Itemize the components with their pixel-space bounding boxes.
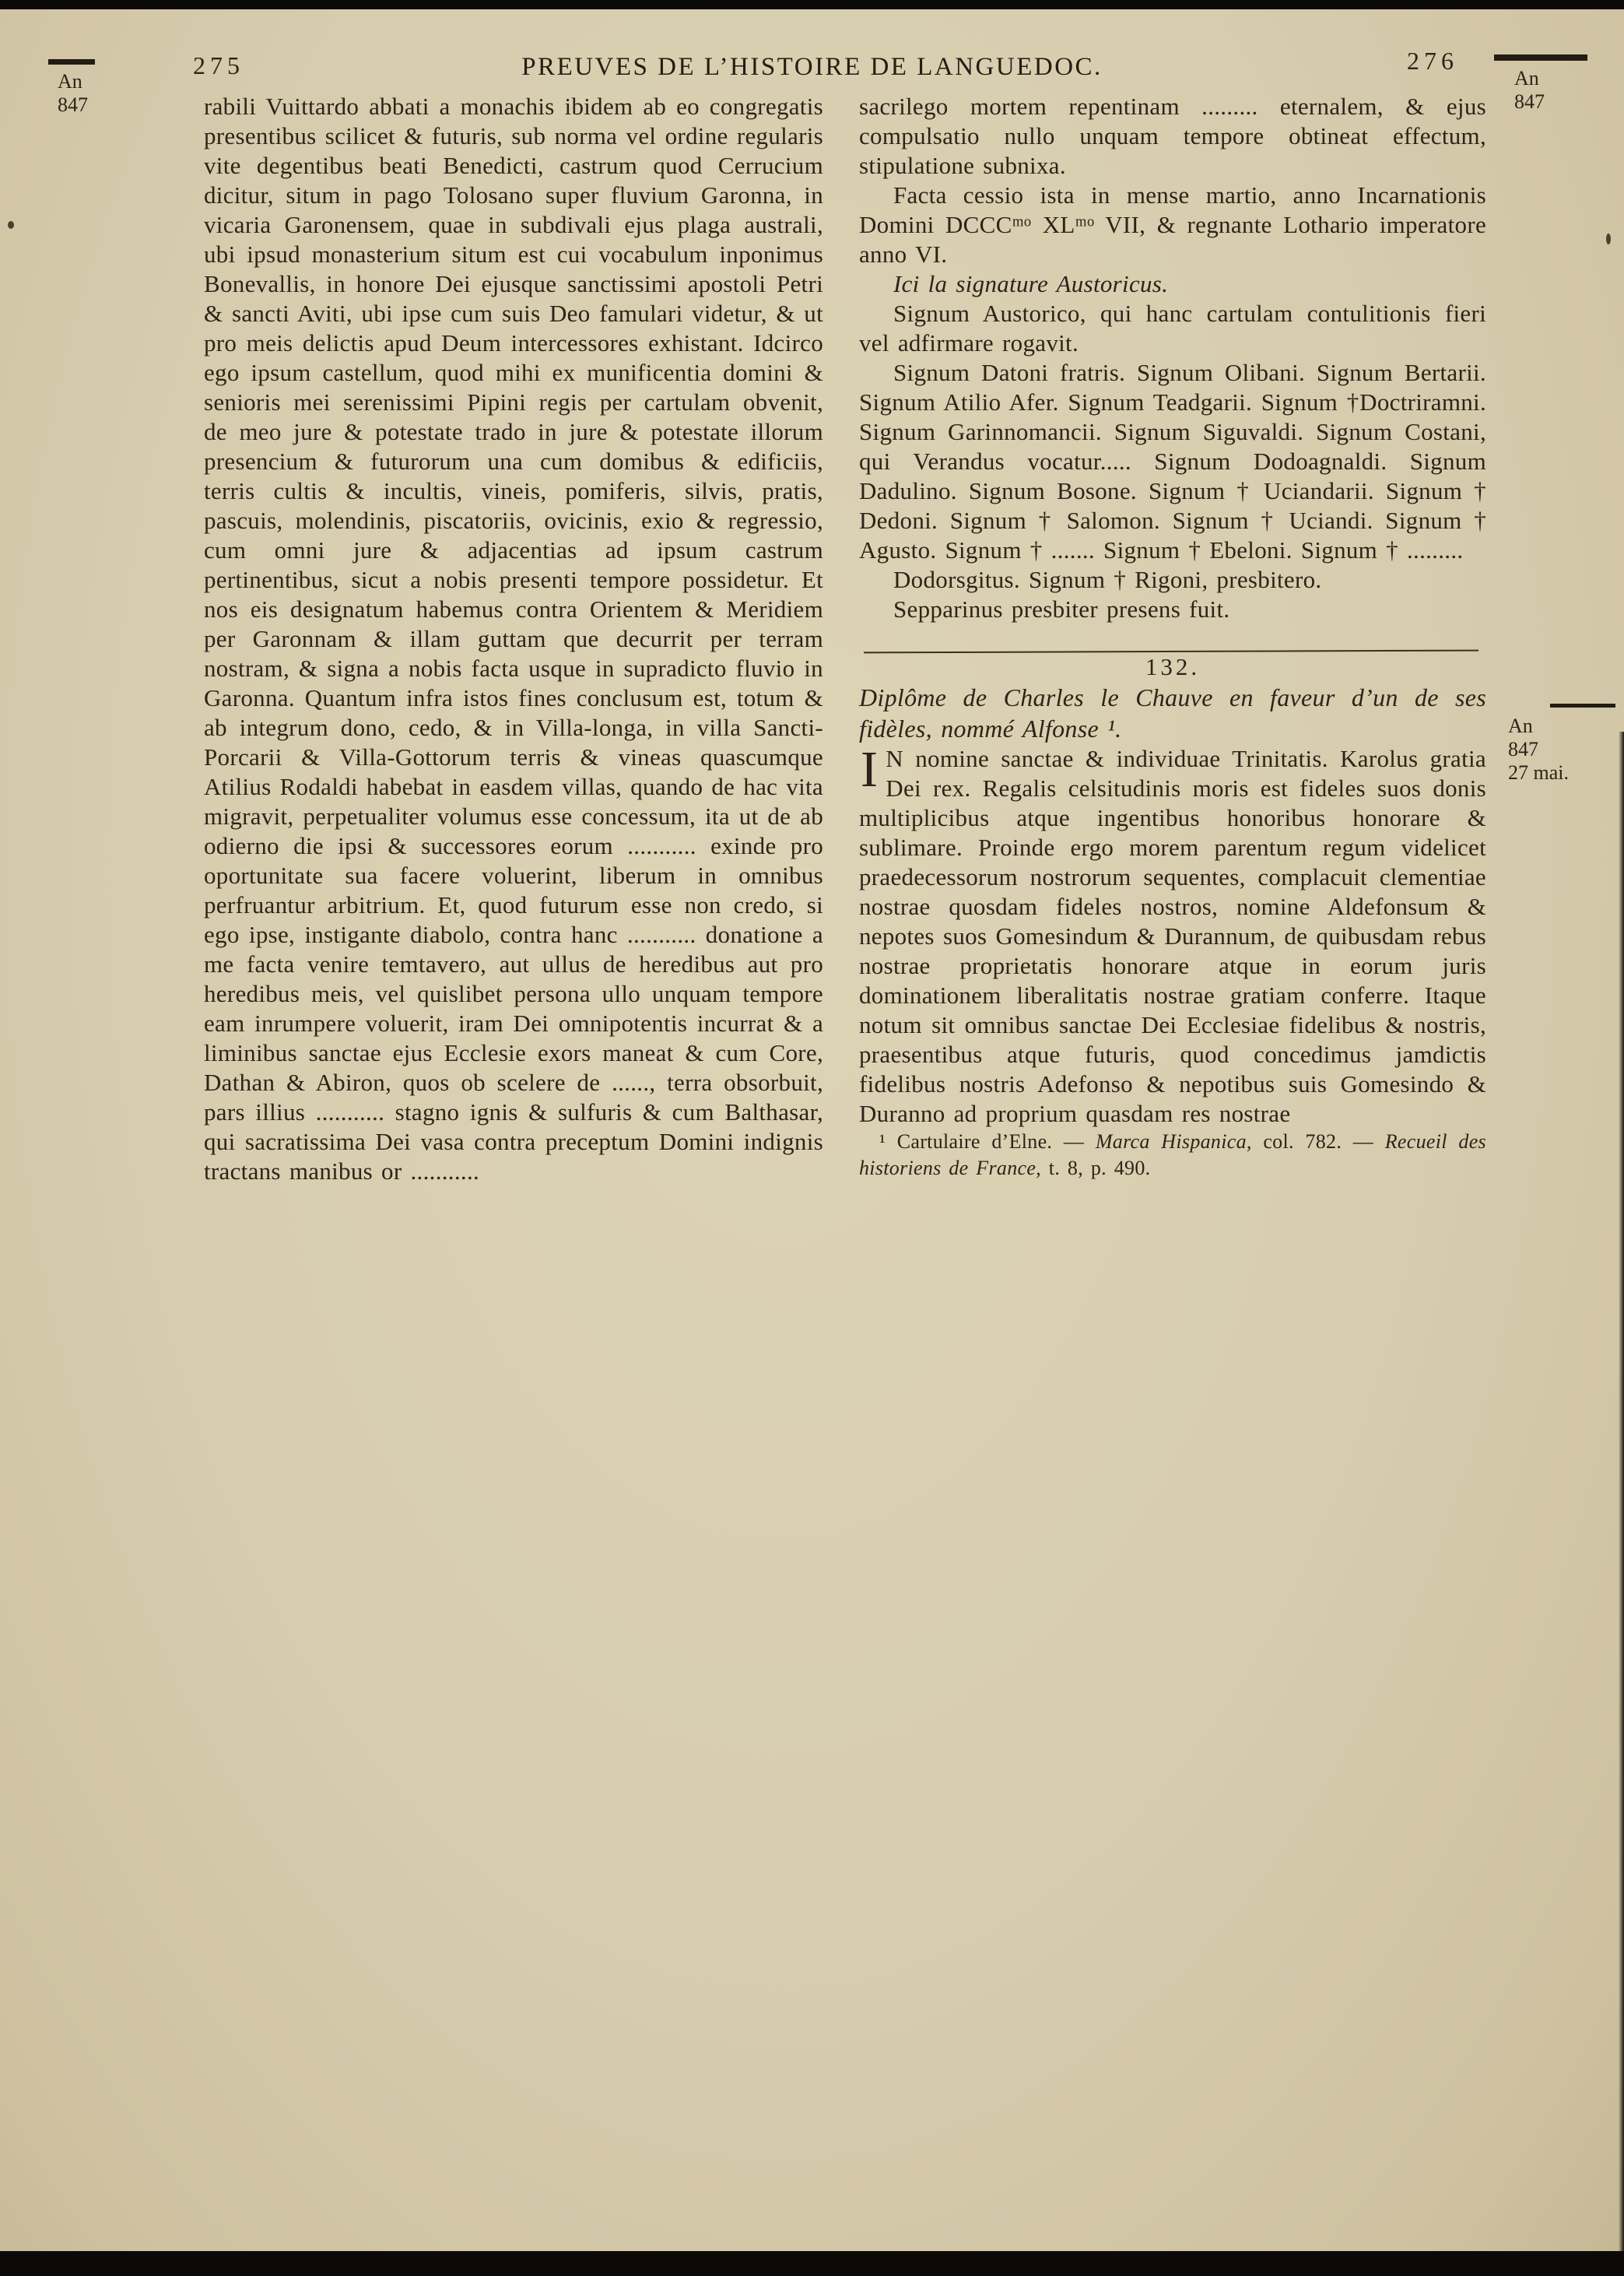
margin-rule-right-mid xyxy=(1550,704,1615,708)
paragraph: Facta cessio ista in mense martio, anno Incarnationis Domini DCCCᵐᵒ XLᵐᵒ VII, & regnante Lothario imperatore anno VI. xyxy=(859,181,1486,268)
margin-note-line: An xyxy=(1508,715,1533,737)
paragraph: Dodorsgitus. Signum † Rigoni, presbitero. xyxy=(893,566,1322,593)
paragraph-signatures: Signum Datoni fratris. Signum Olibani. Signum Bertarii. Signum Atilio Afer. Signum Teadgarii. Signum †Doctriramni. Signum Garinnomancii. Signum Siguvaldi. Signum Costani, qui Verandus vocatur..... Signum Dodoagnaldi. Signum Dadulino. Signum Bosone. Signum † Uciandarii. Signum † Dedoni. Signum † Salomon. Signum † Uciandi. Signum † Agusto. Signum † ....... Signum † Ebeloni. Signum † ......... xyxy=(859,359,1486,564)
section-body-text: N nomine sanctae & individuae Trinitatis. Karolus gratia Dei rex. Regalis celsitudinis moris est fideles suos donis multiplicibus atque ingentibus honoribus honorare & sublimare. Proinde ergo morem parentum regum videlicet praedecessorum nostrorum sequentes, complacuit clementiae nostrae quosdam fideles nostros, nomine Aldefonsum & nepotes suos Gomesindum & Durannum, de quibusdam rebus nostrae proprietatis honorare atque in eorum juris dominationem liberalitatis nostrae gratiam conferre. Itaque notum sit omnibus sanctae Dei Ecclesiae fidelibus & nostris, praesentibus atque futuris, quod concedimus jamdictis fidelibus nostris Adefonso & nepotibus suis Gomesindo & Duranno ad proprium quasdam res nostrae xyxy=(859,745,1486,1127)
margin-note-line: 27 mai. xyxy=(1508,761,1569,784)
footnote xyxy=(859,1129,1486,1182)
paragraph-signature-note: Ici la signature Austoricus. xyxy=(893,270,1169,297)
scan-edge-right xyxy=(1619,732,1624,2251)
paragraph: Sepparinus presbiter presens fuit. xyxy=(893,595,1230,623)
paragraph: Signum Austorico, qui hanc cartulam contulitionis fieri vel adfirmare rogavit. xyxy=(859,300,1486,357)
section-number: 132. xyxy=(1145,653,1201,680)
drop-cap: I xyxy=(861,741,879,798)
footnote-text: t. 8, p. 490. xyxy=(1041,1157,1151,1179)
footnote-text: col. 782. — xyxy=(1251,1130,1385,1153)
margin-note-right-year xyxy=(1514,67,1545,114)
margin-note-line: 847 xyxy=(1508,738,1538,760)
margin-note-line: 847 xyxy=(1514,90,1545,113)
margin-note-left-year xyxy=(58,70,88,117)
paper-speck xyxy=(8,221,14,229)
footnote-text: ¹ Cartulaire d’Elne. — xyxy=(879,1130,1096,1153)
footnote-title-italic: Recueil des historiens de France, xyxy=(859,1130,1486,1179)
margin-note-line: An xyxy=(1514,67,1539,90)
page-number-right: 276 xyxy=(1407,47,1458,75)
margin-note-line: An xyxy=(58,70,82,93)
margin-note-right-date xyxy=(1508,715,1569,785)
paragraph: rabili Vuittardo abbati a monachis ibidem ab eo congregatis presentibus scilicet & futuris, sub norma vel ordine regularis vite degentibus beati Benedicti, castrum quod Cerrucium dicitur, situm in pago Tolosano super fluvium Garonna, in vicaria Garonensem, quae in subdivali ejus plaga australi, ubi ipsud monasterium situm est cui vocabulum inponimus Bonevallis, in honore Dei ejusque sanctissimi apostoli Petri & sancti Aviti, ubi ipse cum suis Deo famulari videtur, & ut pro meis delictis apud Deum intercessores exhistant. Idcirco ego ipsum castellum, quod mihi ex munificentia domini & senioris mei serenissimi Pipini regis per cartulam obvenit, de meo jure & potestate trado in jure & potestate illorum presencium & futurorum una cum domibus & edificiis, terris cultis & incultis, vineis, pomiferis, silvis, pratis, pascuis, molendinis, piscatoriis, ovicinis, exio & regressio, cum omni jure & adjacentias ad ipsum castrum pertinentibus, sicut a nobis presenti tempore possidetur. Et nos eis designatum habemus contra Orientem & Meridiem per Garonnam & illam guttam que decurrit per terram nostram, & signa a nobis facta usque in supradicto fluvio in Garonna. Quantum infra istos fines conclusum est, totum & ab integrum dono, cedo, & in Villa-longa, in villa Sancti-Porcarii & Villa-Gottorum terris & vineas quascumque Atilius Rodaldi habebat in easdem villas, quando de hac vita migravit, perpetualiter volumus esse concessum, ita ut de ab odierno die ipsi & successores eorum ........... exinde pro oportunitate sua facere voluerint, liberum in omnibus perfruantur arbitrium. Et, quod futurum esse non credo, si ego ipse, instigante diabolo, contra hanc ........... donatione a me facta venire temtavero, aut ullus de heredibus aut pro heredibus meis, vel quislibet persona ullo unquam tempore eam inrumpere voluerit, iram Dei omnipotentis incurrat & a liminibus sanctae ejus Ecclesie exors maneat & cum Core, Dathan & Abiron, quos ob scelere de ......, terra obsorbuit, pars illius ........... stagno ignis & sulfuris & cum Balthasar, qui sacratissima Dei vasa contra preceptum Domini indignis tractans manibus or ........... xyxy=(204,93,823,1185)
paper-speck xyxy=(1606,234,1611,244)
footnote-title-italic: Marca Hispanica, xyxy=(1095,1130,1252,1153)
page-title: PREUVES DE L’HISTOIRE DE LANGUEDOC. xyxy=(521,53,1103,81)
left-column xyxy=(204,92,823,1186)
section-title: Diplôme de Charles le Chauve en faveur d’un de ses fidèles, nommé Alfonse ¹. xyxy=(859,683,1486,743)
right-column xyxy=(859,92,1486,1182)
scan-edge-bottom xyxy=(0,2251,1624,2276)
margin-note-line: 847 xyxy=(58,93,88,116)
section-body-paragraph xyxy=(859,741,1486,1129)
scan-edge-top xyxy=(0,0,1624,9)
page-number-left: 275 xyxy=(193,51,244,79)
paragraph: sacrilego mortem repentinam ......... eternalem, & ejus compulsatio nullo unquam tempore obtineat effectum, stipulatione subnixa. xyxy=(859,93,1486,179)
